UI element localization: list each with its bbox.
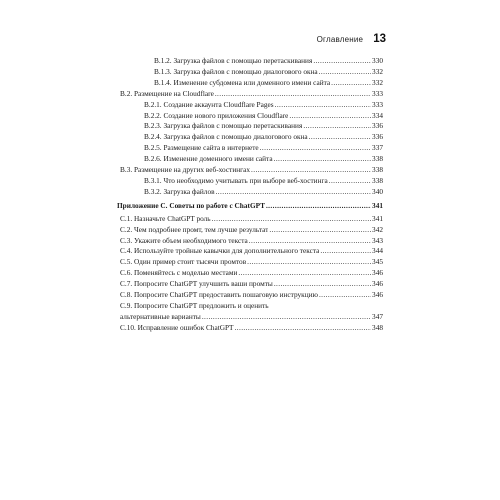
toc-entry[interactable] bbox=[117, 246, 383, 257]
toc-entry[interactable] bbox=[117, 214, 383, 225]
toc-entry-label: С.3. Укажите объем необходимого текста bbox=[120, 235, 248, 245]
toc-entry-page: 348 bbox=[372, 322, 383, 332]
leader-dots bbox=[275, 100, 371, 111]
leader-dots bbox=[331, 78, 371, 89]
toc-entry-page: 332 bbox=[372, 77, 383, 87]
toc-entry-label: С.6. Поменяйтесь с моделью местами bbox=[120, 268, 238, 278]
toc-entry-label: В.3.2. Загрузка файлов bbox=[144, 186, 215, 196]
toc-entry[interactable] bbox=[117, 121, 383, 132]
toc-entry-label: С.1. Назначьте ChatGPT роль bbox=[120, 213, 211, 223]
toc-entry[interactable] bbox=[117, 132, 383, 143]
toc-entry[interactable] bbox=[117, 89, 383, 100]
toc-entry[interactable] bbox=[117, 290, 383, 301]
toc-entry-label: В.2.6. Изменение доменного имени сайта bbox=[144, 154, 273, 164]
running-header-title: Оглавление bbox=[316, 35, 364, 44]
leader-dots bbox=[238, 268, 371, 279]
page-number: 13 bbox=[373, 33, 386, 45]
leader-dots bbox=[269, 225, 371, 236]
toc-entry-label: С.7. Попросите ChatGPT улучшить ваши промты bbox=[120, 279, 273, 289]
toc-entry-label: В.3. Размещение на других веб-хостингах bbox=[120, 165, 251, 175]
toc-entry-page: 342 bbox=[372, 224, 383, 234]
toc-entry-label-line2: альтернативные варианты bbox=[120, 311, 201, 321]
toc-entry-page: 338 bbox=[372, 175, 383, 185]
leader-dots bbox=[274, 154, 371, 165]
leader-dots bbox=[313, 56, 371, 67]
toc-appendix-heading[interactable] bbox=[117, 201, 383, 212]
table-of-contents bbox=[117, 56, 383, 334]
toc-entry[interactable] bbox=[117, 323, 383, 334]
toc-entry-label: С.5. Один пример стоит тысячи промтов bbox=[120, 257, 247, 267]
toc-entry-page: 336 bbox=[372, 132, 383, 142]
toc-entry-label: В.2.5. Размещение сайта в интернете bbox=[144, 143, 259, 153]
toc-entry-label: С.10. Исправление ошибок ChatGPT bbox=[120, 322, 234, 332]
toc-entry-page: 330 bbox=[372, 56, 383, 65]
leader-dots bbox=[266, 201, 371, 212]
toc-entry-page: 334 bbox=[372, 110, 383, 120]
toc-entry[interactable] bbox=[117, 268, 383, 279]
leader-dots bbox=[274, 279, 371, 290]
toc-entry-label: В.2.1. Создание аккаунта Cloudflare Pages bbox=[144, 99, 274, 109]
toc-entry[interactable] bbox=[117, 67, 383, 78]
toc-entry-page: 333 bbox=[372, 99, 383, 109]
toc-entry-page: 345 bbox=[372, 257, 383, 267]
toc-entry-label: В.2. Размещение на Cloudflare bbox=[120, 88, 214, 98]
leader-dots bbox=[215, 89, 371, 100]
toc-entry-page: 336 bbox=[372, 121, 383, 131]
toc-entry-page: 337 bbox=[372, 143, 383, 153]
toc-entry-label: В.1.4. Изменение субдомена или доменного имени сайта bbox=[154, 77, 331, 87]
toc-entry-page: 341 bbox=[372, 213, 383, 223]
leader-dots bbox=[329, 176, 371, 187]
leader-dots bbox=[289, 111, 371, 122]
toc-entry[interactable] bbox=[117, 279, 383, 290]
toc-entry-label: В.1.2. Загрузка файлов с помощью перетаскивания bbox=[154, 56, 313, 65]
toc-entry[interactable] bbox=[117, 187, 383, 198]
leader-dots bbox=[320, 246, 371, 257]
toc-entry-multiline[interactable] bbox=[117, 301, 383, 323]
toc-entry-label: Приложение С. Советы по работе с ChatGPT bbox=[117, 200, 265, 210]
toc-entry-page: 333 bbox=[372, 88, 383, 98]
toc-entry-page: 346 bbox=[372, 290, 383, 300]
toc-entry-page: 347 bbox=[372, 311, 383, 321]
toc-entry-page: 341 bbox=[372, 200, 383, 210]
toc-entry-page: 332 bbox=[372, 66, 383, 76]
toc-entry[interactable] bbox=[117, 100, 383, 111]
toc-entry-label-line1: С.9. Попросите ChatGPT предложить и оценить bbox=[120, 300, 269, 310]
toc-entry[interactable] bbox=[117, 236, 383, 247]
toc-entry-label: С.2. Чем подробнее промт, тем лучше результат bbox=[120, 224, 269, 234]
leader-dots bbox=[319, 67, 371, 78]
toc-entry-page: 346 bbox=[372, 268, 383, 278]
leader-dots bbox=[216, 187, 372, 198]
toc-entry-label: В.2.3. Загрузка файлов с помощью перетаскивания bbox=[144, 121, 303, 131]
toc-entry-page: 340 bbox=[372, 186, 383, 196]
toc-entry-label: В.2.2. Создание нового приложения Cloudflare bbox=[144, 110, 289, 120]
leader-dots bbox=[309, 132, 371, 143]
toc-entry-page: 346 bbox=[372, 279, 383, 289]
running-header bbox=[317, 33, 386, 45]
leader-dots bbox=[260, 143, 371, 154]
leader-dots bbox=[212, 214, 371, 225]
toc-entry[interactable] bbox=[117, 143, 383, 154]
toc-entry-page: 338 bbox=[372, 154, 383, 164]
leader-dots bbox=[247, 257, 371, 268]
toc-entry[interactable] bbox=[117, 165, 383, 176]
toc-entry[interactable] bbox=[117, 225, 383, 236]
toc-entry[interactable] bbox=[117, 78, 383, 89]
toc-entry[interactable] bbox=[117, 154, 383, 165]
toc-entry-label: В.3.1. Что необходимо учитывать при выборе веб-хостинга bbox=[144, 175, 328, 185]
toc-entry-label: В.2.4. Загрузка файлов с помощью диалогового окна bbox=[144, 132, 308, 142]
toc-entry-page: 344 bbox=[372, 246, 383, 256]
toc-entry[interactable] bbox=[117, 257, 383, 268]
toc-entry-label: В.1.3. Загрузка файлов с помощью диалогового окна bbox=[154, 66, 318, 76]
toc-entry[interactable] bbox=[117, 111, 383, 122]
toc-entry-label: С.8. Попросите ChatGPT предоставить пошаговую инструкцию bbox=[120, 290, 318, 300]
toc-entry[interactable] bbox=[117, 56, 383, 67]
leader-dots bbox=[235, 323, 372, 334]
leader-dots bbox=[202, 312, 371, 323]
toc-entry-page: 343 bbox=[372, 235, 383, 245]
toc-entry[interactable] bbox=[117, 176, 383, 187]
leader-dots bbox=[303, 121, 371, 132]
toc-entry-label: С.4. Используйте тройные кавычки для дополнительного текста bbox=[120, 246, 320, 256]
leader-dots bbox=[249, 236, 371, 247]
toc-entry-page: 338 bbox=[372, 165, 383, 175]
leader-dots bbox=[251, 165, 371, 176]
toc-entry-line2 bbox=[120, 312, 383, 323]
leader-dots bbox=[319, 290, 371, 301]
